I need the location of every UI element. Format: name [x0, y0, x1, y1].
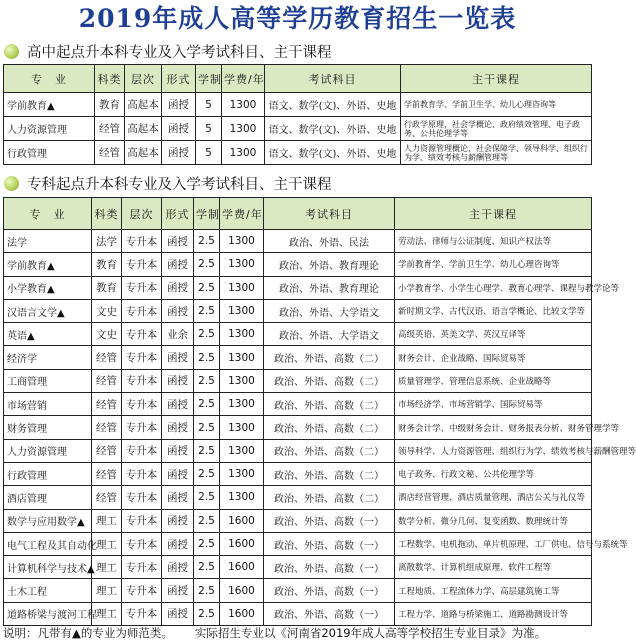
footnote-note2: 实际招生专业以《河南省2019年成人高等学校招生专业目录》为准。 [194, 626, 547, 640]
cell-major: 法学 [4, 230, 92, 253]
cell-form: 函授 [162, 602, 194, 625]
cell-exam: 政治、外语、高数（一） [264, 556, 395, 579]
cell-form: 业余 [162, 323, 194, 346]
cell-fee: 1300 [220, 230, 264, 253]
cell-form: 函授 [162, 556, 194, 579]
header-exam: 考试科目 [265, 65, 401, 93]
cell-category: 理工 [92, 509, 122, 532]
cell-fee: 1600 [220, 509, 264, 532]
table-row [4, 230, 592, 253]
table-row [4, 346, 592, 369]
cell-fee: 1600 [220, 602, 264, 625]
header-level: 层次 [125, 65, 162, 93]
cell-level: 专升本 [122, 369, 162, 392]
cell-category: 经管 [92, 393, 122, 416]
cell-level: 高起本 [125, 141, 162, 165]
table-row [4, 299, 592, 322]
table-row [4, 556, 592, 579]
cell-category: 经管 [92, 486, 122, 509]
cell-category: 经管 [92, 369, 122, 392]
cell-years: 2.5 [194, 439, 220, 462]
cell-major: 汉语言文学▲ [4, 299, 92, 322]
cell-courses: 质量管理学、管理信息系统、企业战略等 [395, 369, 592, 392]
cell-major: 英语▲ [4, 323, 92, 346]
cell-years: 2.5 [194, 253, 220, 276]
cell-major: 经济学 [4, 346, 92, 369]
cell-level: 专升本 [122, 532, 162, 555]
cell-fee: 1300 [220, 369, 264, 392]
cell-category: 法学 [92, 230, 122, 253]
header-major: 专 业 [4, 65, 95, 93]
table-row [4, 393, 592, 416]
header-courses: 主干课程 [395, 198, 592, 230]
table-header-row [4, 198, 592, 230]
cell-courses: 市场经济学、市场营销学、国际贸易等 [395, 393, 592, 416]
cell-category: 经管 [92, 462, 122, 485]
cell-fee: 1300 [220, 299, 264, 322]
cell-exam: 政治、外语、高数（二） [264, 486, 395, 509]
cell-level: 专升本 [122, 509, 162, 532]
cell-fee: 1300 [220, 486, 264, 509]
cell-exam: 语文、数学(文)、外语、史地 [265, 93, 401, 117]
cell-category: 经管 [92, 416, 122, 439]
header-form: 形式 [162, 198, 194, 230]
cell-fee: 1300 [220, 439, 264, 462]
cell-fee: 1300 [220, 462, 264, 485]
section2-heading [4, 172, 332, 194]
cell-major: 电气工程及其自动化 [4, 532, 92, 555]
cell-form: 函授 [162, 141, 196, 165]
cell-level: 专升本 [122, 579, 162, 602]
cell-exam: 政治、外语、高数（二） [264, 393, 395, 416]
cell-courses: 行政学原理，社会学概论、政府绩效管理、电子政务、公共伦理学等 [401, 117, 592, 141]
cell-level: 专升本 [122, 416, 162, 439]
cell-years: 2.5 [194, 532, 220, 555]
cell-form: 函授 [162, 346, 194, 369]
cell-major: 计算机科学与技术▲ [4, 556, 92, 579]
cell-years: 2.5 [194, 323, 220, 346]
section1-title: 高中起点升本科专业及入学考试科目、主干课程 [27, 44, 332, 61]
cell-form: 函授 [162, 117, 196, 141]
cell-fee: 1300 [222, 93, 265, 117]
cell-courses: 新时期文学、古代汉语、语言学概论、比较文学等 [395, 299, 592, 322]
cell-category: 理工 [92, 556, 122, 579]
table-row [4, 141, 592, 165]
cell-fee: 1300 [222, 141, 265, 165]
cell-exam: 政治、外语、高数（二） [264, 439, 395, 462]
cell-category: 经管 [92, 346, 122, 369]
cell-level: 专升本 [122, 299, 162, 322]
table-row [4, 323, 592, 346]
cell-level: 专升本 [122, 346, 162, 369]
footnote [3, 624, 546, 642]
footnote-note: 说明：凡带有▲的专业为师范类。 [3, 626, 173, 640]
cell-years: 2.5 [194, 393, 220, 416]
cell-level: 高起本 [125, 117, 162, 141]
cell-fee: 1300 [220, 416, 264, 439]
cell-exam: 政治、外语、教育理论 [264, 253, 395, 276]
cell-form: 函授 [162, 369, 194, 392]
cell-category: 经管 [95, 117, 125, 141]
table-row [4, 93, 592, 117]
cell-years: 2.5 [194, 346, 220, 369]
cell-major: 酒店管理 [4, 486, 92, 509]
cell-major: 道路桥梁与渡河工程 [4, 602, 92, 625]
cell-exam: 政治、外语、高数（二） [264, 346, 395, 369]
cell-exam: 语文、数学(文)、外语、史地 [265, 141, 401, 165]
header-courses: 主干课程 [401, 65, 592, 93]
cell-category: 理工 [92, 602, 122, 625]
cell-major: 学前教育▲ [4, 253, 92, 276]
header-fee: 学费/年 [220, 198, 264, 230]
table-row [4, 462, 592, 485]
cell-major: 财务管理 [4, 416, 92, 439]
cell-category: 教育 [92, 276, 122, 299]
cell-form: 函授 [162, 439, 194, 462]
cell-years: 2.5 [194, 276, 220, 299]
college-to-bachelor-table [3, 197, 636, 626]
cell-fee: 1300 [220, 346, 264, 369]
header-fee: 学费/年 [222, 65, 265, 93]
cell-exam: 政治、外语、教育理论 [264, 276, 395, 299]
cell-level: 专升本 [122, 486, 162, 509]
cell-major: 人力资源管理 [4, 117, 95, 141]
cell-years: 2.5 [194, 230, 220, 253]
cell-years: 2.5 [194, 416, 220, 439]
cell-exam: 政治、外语、高数（一） [264, 532, 395, 555]
cell-category: 理工 [92, 532, 122, 555]
cell-category: 文史 [92, 323, 122, 346]
cell-category: 理工 [92, 579, 122, 602]
table-row [4, 253, 592, 276]
cell-exam: 政治、外语、高数（一） [264, 602, 395, 625]
cell-form: 函授 [162, 393, 194, 416]
table-row [4, 439, 592, 462]
cell-exam: 政治、外语、高数（一） [264, 509, 395, 532]
cell-major: 工商管理 [4, 369, 92, 392]
cell-level: 专升本 [122, 439, 162, 462]
cell-courses: 高级英语、英美文学、英汉互译等 [395, 323, 592, 346]
cell-level: 专升本 [122, 393, 162, 416]
cell-courses: 酒店经营管理、酒店质量管理、酒店公关与礼仪等 [395, 486, 592, 509]
cell-form: 函授 [162, 579, 194, 602]
cell-courses: 财务会计、企业战略、国际贸易等 [395, 346, 592, 369]
header-major: 专 业 [4, 198, 92, 230]
table-row [4, 509, 592, 532]
cell-courses: 工程力学、道路与桥梁施工、道路勘测设计等 [395, 602, 592, 625]
green-bullet-icon [4, 176, 19, 191]
cell-major: 市场营销 [4, 393, 92, 416]
cell-major: 小学教育▲ [4, 276, 92, 299]
cell-exam: 政治、外语、大学语文 [264, 299, 395, 322]
section1-heading [4, 40, 332, 62]
cell-years: 5 [196, 141, 222, 165]
cell-level: 专升本 [122, 230, 162, 253]
high-school-to-bachelor-table [3, 64, 592, 165]
cell-courses: 领导科学、人力资源管理、组织行为学、绩效考核与薪酬管理等 [395, 439, 592, 462]
cell-form: 函授 [162, 299, 194, 322]
cell-fee: 1600 [220, 532, 264, 555]
cell-exam: 政治、外语、高数（二） [264, 462, 395, 485]
cell-fee: 1300 [220, 323, 264, 346]
cell-category: 经管 [95, 141, 125, 165]
cell-years: 5 [196, 93, 222, 117]
cell-exam: 政治、外语、民法 [264, 230, 395, 253]
cell-level: 专升本 [122, 253, 162, 276]
cell-major: 土木工程 [4, 579, 92, 602]
cell-exam: 政治、外语、高数（二） [264, 416, 395, 439]
cell-form: 函授 [162, 416, 194, 439]
cell-years: 2.5 [194, 509, 220, 532]
cell-exam: 政治、外语、高数（一） [264, 579, 395, 602]
cell-form: 函授 [162, 486, 194, 509]
cell-years: 5 [196, 117, 222, 141]
cell-exam: 政治、外语、大学语文 [264, 323, 395, 346]
cell-form: 函授 [162, 509, 194, 532]
cell-courses: 离散数学、计算机组成原理、软件工程等 [395, 556, 592, 579]
cell-courses: 工程地质、工程流体力学、高层建筑施工等 [395, 579, 592, 602]
table-row [4, 276, 592, 299]
cell-level: 专升本 [122, 323, 162, 346]
cell-fee: 1300 [220, 253, 264, 276]
header-years: 学制 [194, 198, 220, 230]
cell-fee: 1300 [222, 117, 265, 141]
cell-courses: 小学教育学、小学生心理学、教育心理学、课程与教学论等 [395, 276, 592, 299]
table-row [4, 369, 592, 392]
header-form: 形式 [162, 65, 196, 93]
table-header-row [4, 65, 592, 93]
cell-form: 函授 [162, 93, 196, 117]
cell-fee: 1600 [220, 556, 264, 579]
cell-category: 教育 [92, 253, 122, 276]
cell-fee: 1600 [220, 579, 264, 602]
header-level: 层次 [122, 198, 162, 230]
cell-exam: 语文、数学(文)、外语、史地 [265, 117, 401, 141]
table-row [4, 602, 592, 625]
cell-level: 专升本 [122, 462, 162, 485]
section2-title: 专科起点升本科专业及入学考试科目、主干课程 [27, 176, 332, 193]
table-row [4, 416, 592, 439]
cell-years: 2.5 [194, 579, 220, 602]
table-row [4, 117, 592, 141]
cell-courses: 工程数学、电机拖动、单片机原理、工厂供电、信号与系统等 [395, 532, 592, 555]
cell-form: 函授 [162, 462, 194, 485]
cell-courses: 财务会计学、中级财务会计、财务报表分析、财务管理学等 [395, 416, 592, 439]
table-row [4, 486, 592, 509]
cell-major: 数学与应用数学▲ [4, 509, 92, 532]
cell-form: 函授 [162, 253, 194, 276]
cell-courses: 劳动法、律师与公证制度、知识产权法等 [395, 230, 592, 253]
header-category: 科类 [92, 198, 122, 230]
cell-years: 2.5 [194, 602, 220, 625]
cell-form: 函授 [162, 276, 194, 299]
cell-years: 2.5 [194, 462, 220, 485]
cell-category: 教育 [95, 93, 125, 117]
cell-years: 2.5 [194, 299, 220, 322]
cell-form: 函授 [162, 532, 194, 555]
page-title: 2019年成人高等学历教育招生一览表 [78, 4, 517, 33]
cell-years: 2.5 [194, 556, 220, 579]
cell-major: 行政管理 [4, 462, 92, 485]
cell-fee: 1300 [220, 276, 264, 299]
header-exam: 考试科目 [264, 198, 395, 230]
cell-level: 专升本 [122, 556, 162, 579]
cell-major: 学前教育▲ [4, 93, 95, 117]
header-category: 科类 [95, 65, 125, 93]
cell-years: 2.5 [194, 369, 220, 392]
table-row [4, 532, 592, 555]
cell-courses: 电子政务、行政文秘、公共伦理学等 [395, 462, 592, 485]
green-bullet-icon [4, 44, 19, 59]
cell-courses: 人力资源管理概论、社会保障学、领导科学、组织行为学、绩效考核与薪酬管理等 [401, 141, 592, 165]
cell-fee: 1300 [220, 393, 264, 416]
cell-category: 经管 [92, 439, 122, 462]
cell-level: 专升本 [122, 276, 162, 299]
cell-level: 专升本 [122, 602, 162, 625]
cell-major: 人力资源管理 [4, 439, 92, 462]
cell-courses: 学前教育学、学前卫生学、幼儿心理咨询等 [401, 93, 592, 117]
cell-category: 文史 [92, 299, 122, 322]
cell-major: 行政管理 [4, 141, 95, 165]
cell-courses: 数学分析、微分几何、复变函数、数理统计等 [395, 509, 592, 532]
cell-courses: 学前教育学、学前卫生学、幼儿心理咨询等 [395, 253, 592, 276]
table-row [4, 579, 592, 602]
cell-level: 高起本 [125, 93, 162, 117]
cell-form: 函授 [162, 230, 194, 253]
cell-years: 2.5 [194, 486, 220, 509]
header-years: 学制 [196, 65, 222, 93]
cell-exam: 政治、外语、高数（二） [264, 369, 395, 392]
